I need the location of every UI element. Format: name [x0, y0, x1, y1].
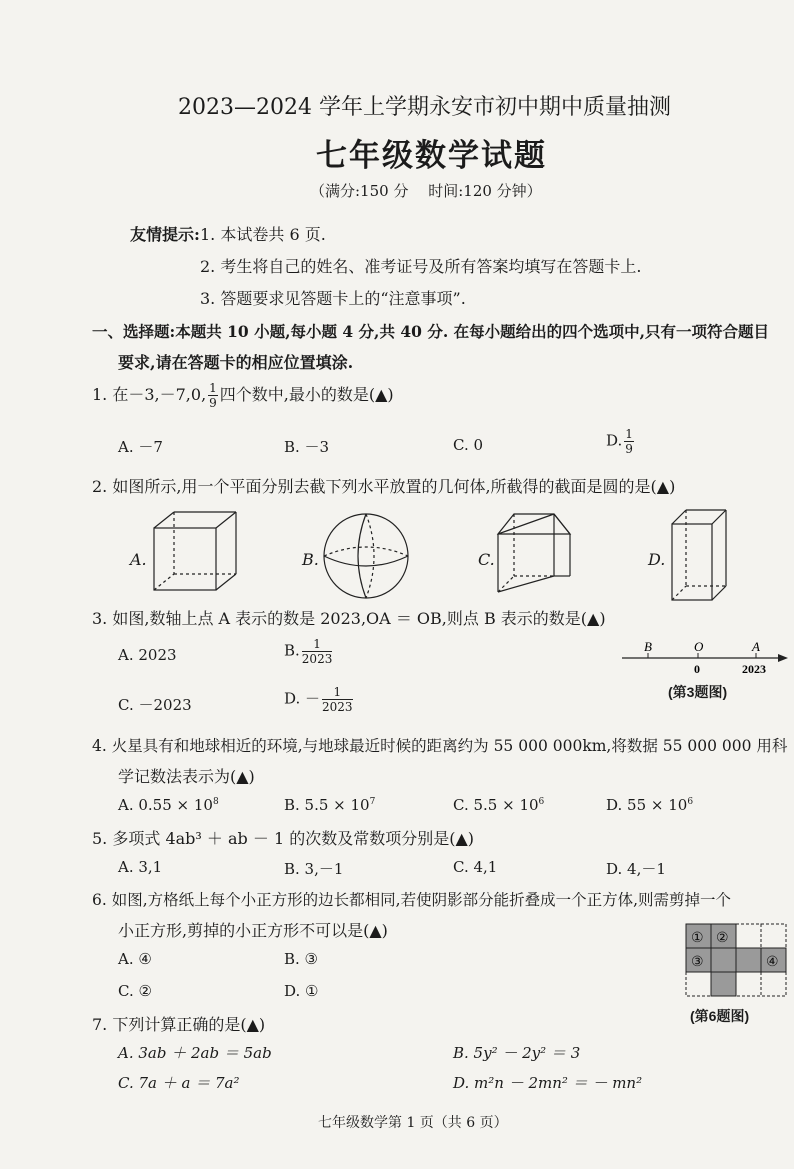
axis-label-o: O	[694, 639, 704, 654]
q4-stem-cont: 学记数法表示为(▲)	[118, 767, 255, 786]
axis-tick-2023: 2023	[742, 662, 766, 676]
q4-a-exp: 8	[212, 797, 219, 807]
page-footer: 七年级数学第 1 页（共 6 页）	[318, 1115, 508, 1131]
q6-option-c: C. ②	[118, 982, 152, 1000]
prism-figure	[492, 506, 582, 600]
q3-option-b	[284, 638, 334, 665]
cube-net-grid-figure	[682, 920, 792, 1002]
q1-option-a: A. －7	[118, 438, 163, 456]
q1-option-d-label: D.	[606, 431, 623, 450]
q7-option-c: C. 7a ＋ a ＝ 7a²	[118, 1074, 240, 1092]
q2-option-a: A.	[130, 550, 147, 569]
exam-info: （满分:150 分 时间:120 分钟）	[310, 182, 542, 200]
q1-d-den: 9	[625, 442, 633, 456]
q3-option-b-fraction	[302, 638, 333, 665]
sphere-figure	[320, 510, 412, 602]
axis-label-a: A	[752, 639, 760, 654]
grid-cell-label-1: ①	[691, 931, 704, 946]
q2-option-d: D.	[648, 550, 666, 569]
q7-option-b: B. 5y² － 2y² ＝ 3	[453, 1044, 581, 1062]
q4-stem: 4. 火星具有和地球相近的环境,与地球最近时候的距离约为 55 000 000km,将数据 55 000 000 用科	[92, 737, 788, 755]
q5-option-a: A. 3,1	[118, 858, 163, 876]
axis-label-b: B	[644, 639, 652, 654]
q6-figure-caption: (第6题图)	[690, 1008, 750, 1024]
q1-stem-start: 1. 在－3,－7,0,	[92, 385, 207, 404]
q4-option-b	[284, 796, 375, 814]
q3-b-den: 2023	[301, 652, 333, 666]
q6-stem: 6. 如图,方格纸上每个小正方形的边长都相同,若使阴影部分能折叠成一个正方体,则需剪掉一个	[92, 891, 731, 909]
q5-option-d: D. 4,－1	[606, 860, 666, 878]
number-line-figure	[618, 636, 790, 680]
q1-option-d	[606, 428, 636, 455]
tip-item: 3. 答题要求见答题卡上的“注意事项”.	[200, 289, 466, 308]
q3-option-d-fraction	[322, 686, 353, 713]
q7-option-d: D. m²n － 2mn² ＝ － mn²	[453, 1074, 643, 1092]
q1-frac-den: 9	[209, 396, 217, 410]
q1-fraction	[208, 382, 218, 409]
section-heading: 一、选择题:本题共 10 小题,每小题 4 分,共 40 分. 在每小题给出的四个选项中,只有一项符合题目	[92, 322, 770, 341]
q4-option-c	[453, 796, 544, 814]
q6-option-b: B. ③	[284, 950, 319, 968]
subject-title: 七年级数学试题	[316, 138, 547, 174]
q4-a-text: A. 0.55 × 10	[118, 796, 213, 814]
exam-title: 2023—2024 学年上学期永安市初中期中质量抽测	[178, 95, 671, 120]
grid-cell-label-3: ③	[691, 955, 704, 970]
cube-figure	[148, 506, 240, 600]
axis-tick-zero: 0	[694, 662, 700, 676]
q4-c-exp: 6	[538, 797, 545, 807]
q1-option-b: B. －3	[284, 438, 330, 456]
q3-option-b-label: B.	[284, 641, 300, 660]
q1-option-c: C. 0	[453, 436, 484, 454]
cuboid-figure	[668, 504, 730, 604]
q3-option-d	[284, 686, 355, 713]
section-heading-cont: 要求,请在答题卡的相应位置填涂.	[118, 353, 354, 372]
q5-stem: 5. 多项式 4ab³ ＋ ab － 1 的次数及常数项分别是(▲)	[92, 829, 474, 848]
grid-cell-label-2: ②	[716, 931, 729, 946]
q7-stem: 7. 下列计算正确的是(▲)	[92, 1015, 266, 1034]
q1-frac-num: 1	[209, 381, 217, 395]
q6-option-d: D. ①	[284, 982, 319, 1000]
q2-stem: 2. 如图所示,用一个平面分别去截下列水平放置的几何体,所截得的截面是圆的是(▲)	[92, 477, 676, 496]
q3-figure-caption: (第3题图)	[668, 684, 728, 700]
q4-d-text: D. 55 × 10	[606, 796, 688, 814]
q3-option-d-label: D. －	[284, 689, 321, 708]
q4-b-text: B. 5.5 × 10	[284, 796, 370, 814]
q6-stem-cont: 小正方形,剪掉的小正方形不可以是(▲)	[118, 921, 388, 940]
tip-item: 2. 考生将自己的姓名、准考证号及所有答案均填写在答题卡上.	[200, 257, 642, 276]
tip-item: 1. 本试卷共 6 页.	[200, 225, 326, 244]
q2-option-b: B.	[302, 550, 319, 569]
tips-label: 友情提示:	[130, 225, 200, 244]
q3-d-den: 2023	[322, 700, 353, 714]
q2-option-c: C.	[478, 550, 495, 569]
q5-option-b: B. 3,－1	[284, 860, 344, 878]
q4-c-text: C. 5.5 × 10	[453, 796, 539, 814]
q4-b-exp: 7	[369, 797, 376, 807]
q6-option-a: A. ④	[118, 950, 152, 968]
q1-d-num: 1	[625, 427, 633, 441]
q3-b-num: 1	[302, 638, 333, 652]
q4-option-a	[118, 796, 219, 814]
grid-cell-label-4: ④	[766, 955, 779, 970]
q4-option-d	[606, 796, 693, 814]
q3-option-a: A. 2023	[118, 646, 177, 664]
q7-option-a: A. 3ab ＋ 2ab ＝ 5ab	[118, 1044, 272, 1062]
q1-stem-end: 四个数中,最小的数是(▲)	[219, 385, 394, 404]
q3-d-num: 1	[322, 686, 353, 700]
q1-stem	[92, 382, 394, 409]
q3-stem: 3. 如图,数轴上点 A 表示的数是 2023,OA ＝ OB,则点 B 表示的数是(▲)	[92, 609, 606, 628]
q5-option-c: C. 4,1	[453, 858, 498, 876]
q4-d-exp: 6	[687, 797, 694, 807]
q1-option-d-fraction	[624, 428, 634, 455]
q3-option-c: C. －2023	[118, 696, 192, 714]
